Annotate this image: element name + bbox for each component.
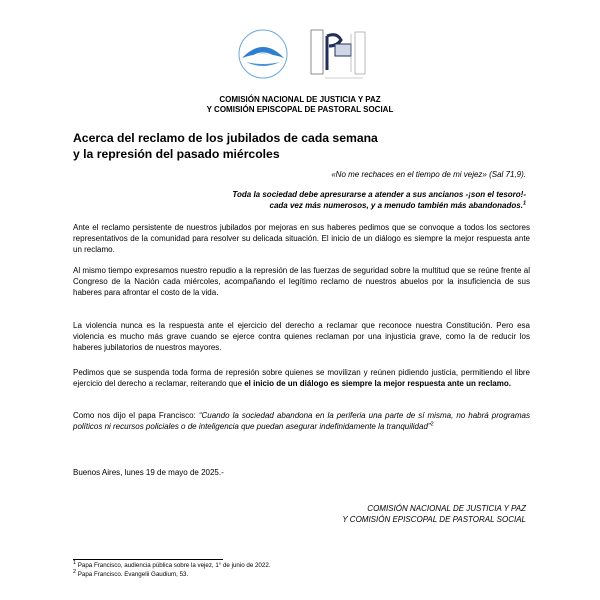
date-line: Buenos Aires, lunes 19 de mayo de 2025.- (73, 468, 224, 477)
opening-quote (70, 189, 526, 211)
header-org-line-2: Y COMISIÓN EPISCOPAL DE PASTORAL SOCIAL (206, 105, 394, 114)
paragraph-1: Ante el reclamo persistente de nuestros jubilados por mejoras en sus haberes pedimos que se convoque a todos los sectores representativos de la comunidad para resolver su delicada situación. El inicio de un diálogo es siempre la mejor respuesta ante un reclamo. (73, 223, 530, 254)
footnote-ref-1: 1 (522, 200, 526, 207)
footnote-1-mark: 1 (73, 559, 77, 566)
epigraph: «No me rechaces en el tiempo de mi vejez» (Sal 71,9). (331, 170, 526, 179)
quote-line-1: Toda la sociedad debe apresurarse a atender a sus ancianos -¡son el tesoro!- (232, 190, 526, 199)
footnote-1-text: Papa Francisco, audiencia pública sobre la vejez, 1° de junio de 2022. (76, 562, 271, 569)
footnote-2 (73, 568, 189, 579)
paragraph-5 (73, 410, 530, 432)
signature-line-2: Y COMISIÓN EPISCOPAL DE PASTORAL SOCIAL (342, 515, 526, 524)
quote-line-2-text: cada vez más numerosos, y a menudo también más abandonados. (269, 201, 523, 210)
footnote-ref-2: 2 (430, 421, 434, 428)
justicia-y-paz-logo (228, 28, 298, 80)
footnote-2-text: Papa Francisco. Evangelii Gaudium, 53. (76, 571, 189, 578)
header-org-line-1: COMISIÓN NACIONAL DE JUSTICIA Y PAZ (219, 95, 381, 104)
footnote-divider (73, 559, 223, 560)
signature-line-1: COMISIÓN NACIONAL DE JUSTICIA Y PAZ (367, 504, 526, 513)
pope-quote: “Cuando la sociedad abandona en la periferia una parte de sí misma, no habrá programas políticos ni recursos policiales o de inteligencia que puedan asegurar indefinidamente la tranquilidad” (73, 411, 530, 431)
title-line-2: y la represión del pasado miércoles (73, 147, 280, 161)
document-title (73, 130, 533, 162)
paragraph-2: Al mismo tiempo expresamos nuestro repudio a la represión de las fuerzas de seguridad sobre la multitud que se reúne frente al Congreso de la Nación cada miércoles, acompañando el legítimo reclamo de nuestros abuelos por la insuficiencia de sus haberes para afrontar el costo de la vida. (73, 266, 530, 297)
paragraph-3: La violencia nunca es la respuesta ante el ejercicio del derecho a reclamar que reconoce nuestra Constitución. Pero esa violencia es mucho más grave cuando se ejerce contra quienes reclaman por una injusticia grave, como la de reducir los haberes jubilatorios de nuestros mayores. (73, 321, 530, 352)
pastoral-social-logo (305, 26, 371, 84)
quote-line-2 (70, 200, 526, 211)
footnote-2-mark: 2 (73, 568, 77, 575)
paragraph-4-text: Pedimos que se suspenda toda forma de represión sobre quienes se movilizan y reúnen pidiendo justicia, permitiendo el libre ejercicio del derecho a reclamar, reiterando que (73, 368, 530, 388)
signature-block (70, 503, 526, 525)
title-line-1: Acerca del reclamo de los jubilados de cada semana (73, 131, 378, 145)
paragraph-4-emphasis: el inicio de un diálogo es siempre la mejor respuesta ante un reclamo. (244, 379, 511, 388)
paragraph-4 (73, 367, 530, 389)
paragraph-5-text: Como nos dijo el papa Francisco: (73, 411, 199, 420)
footnote-1 (73, 559, 271, 570)
